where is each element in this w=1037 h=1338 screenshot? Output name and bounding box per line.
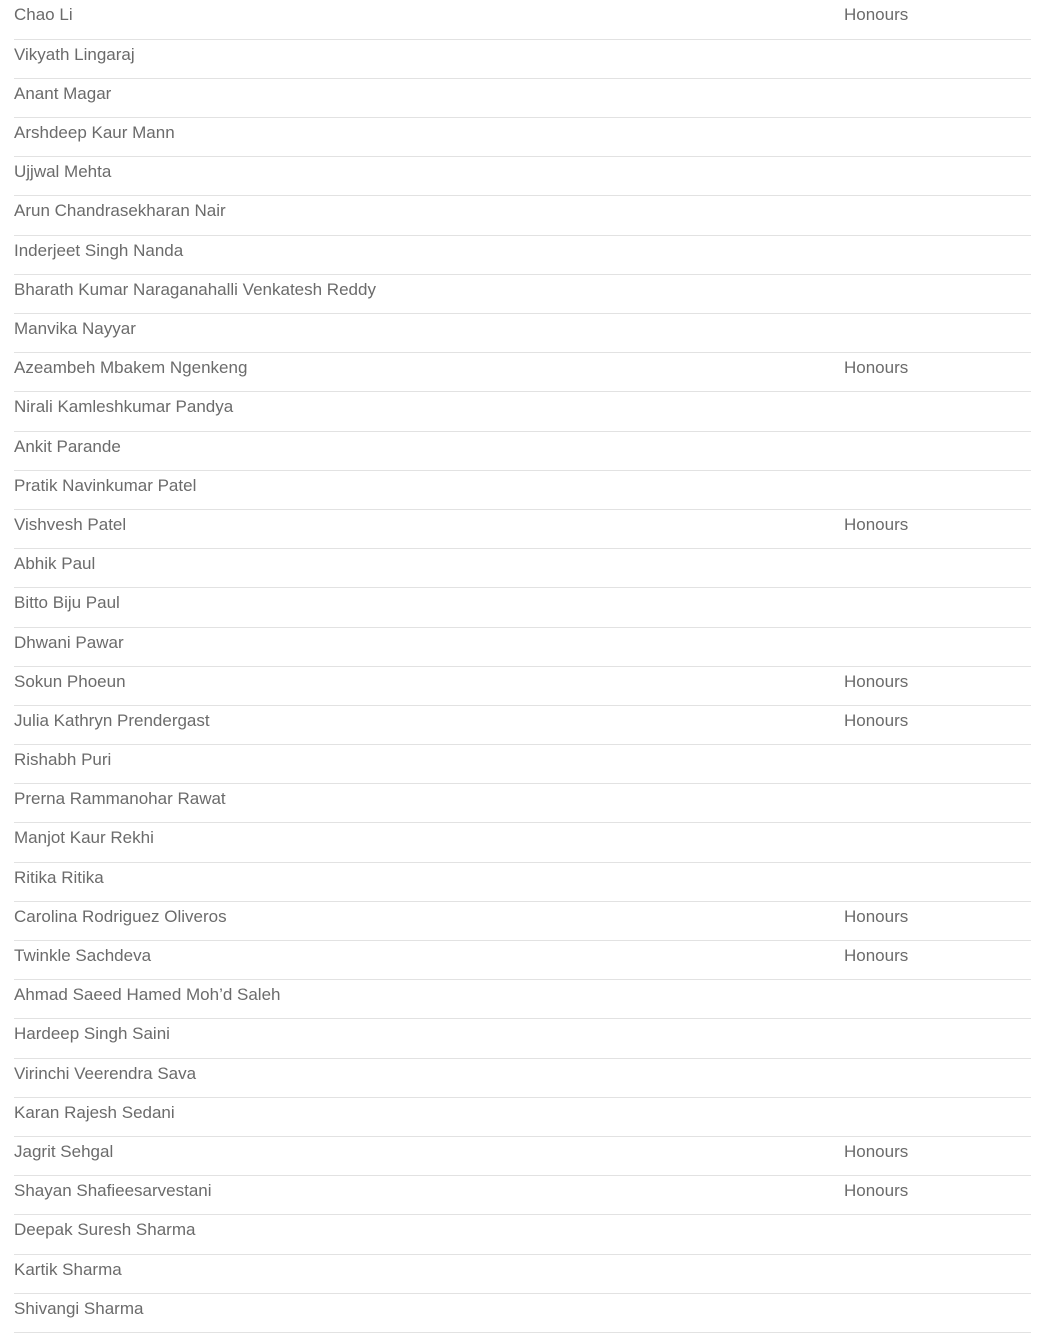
graduate-distinction: Honours bbox=[844, 941, 1031, 980]
graduate-distinction bbox=[844, 823, 1031, 862]
graduate-row bbox=[14, 509, 1031, 548]
graduate-name: Bharath Kumar Naraganahalli Venkatesh Reddy bbox=[14, 274, 844, 313]
graduate-name: Prerna Rammanohar Rawat bbox=[14, 784, 844, 823]
graduate-name: Ankit Parande bbox=[14, 431, 844, 470]
graduate-distinction bbox=[844, 78, 1031, 117]
graduate-distinction: Honours bbox=[844, 901, 1031, 940]
graduate-list-table bbox=[14, 0, 1031, 1333]
graduate-distinction bbox=[844, 314, 1031, 353]
graduate-row bbox=[14, 78, 1031, 117]
graduate-distinction: Honours bbox=[844, 705, 1031, 744]
graduate-name: Jagrit Sehgal bbox=[14, 1136, 844, 1175]
graduate-name: Abhik Paul bbox=[14, 549, 844, 588]
graduate-row bbox=[14, 274, 1031, 313]
graduate-row bbox=[14, 392, 1031, 431]
graduate-row bbox=[14, 196, 1031, 235]
graduate-name: Ujjwal Mehta bbox=[14, 157, 844, 196]
graduate-distinction bbox=[844, 980, 1031, 1019]
graduate-distinction bbox=[844, 1058, 1031, 1097]
graduate-distinction bbox=[844, 1293, 1031, 1332]
graduate-row bbox=[14, 941, 1031, 980]
graduate-row bbox=[14, 1176, 1031, 1215]
graduate-row bbox=[14, 1019, 1031, 1058]
graduate-distinction bbox=[844, 235, 1031, 274]
graduate-distinction bbox=[844, 196, 1031, 235]
graduate-distinction bbox=[844, 431, 1031, 470]
graduate-row bbox=[14, 784, 1031, 823]
graduate-row bbox=[14, 1215, 1031, 1254]
graduate-row bbox=[14, 1136, 1031, 1175]
graduate-distinction bbox=[844, 1254, 1031, 1293]
graduate-row bbox=[14, 705, 1031, 744]
graduate-distinction bbox=[844, 784, 1031, 823]
graduate-row bbox=[14, 862, 1031, 901]
graduate-row bbox=[14, 588, 1031, 627]
graduate-name: Kartik Sharma bbox=[14, 1254, 844, 1293]
graduate-row bbox=[14, 470, 1031, 509]
graduate-distinction: Honours bbox=[844, 1136, 1031, 1175]
graduate-name: Vishvesh Patel bbox=[14, 509, 844, 548]
graduate-name: Vikyath Lingaraj bbox=[14, 39, 844, 78]
graduate-distinction bbox=[844, 274, 1031, 313]
graduate-row bbox=[14, 666, 1031, 705]
graduate-distinction bbox=[844, 588, 1031, 627]
graduate-distinction bbox=[844, 1097, 1031, 1136]
graduate-distinction bbox=[844, 745, 1031, 784]
graduate-row bbox=[14, 901, 1031, 940]
graduate-name: Chao Li bbox=[14, 0, 844, 39]
graduate-name: Julia Kathryn Prendergast bbox=[14, 705, 844, 744]
graduate-row bbox=[14, 235, 1031, 274]
graduate-distinction: Honours bbox=[844, 509, 1031, 548]
graduate-row bbox=[14, 353, 1031, 392]
graduate-row bbox=[14, 1058, 1031, 1097]
graduate-name: Inderjeet Singh Nanda bbox=[14, 235, 844, 274]
graduate-distinction bbox=[844, 627, 1031, 666]
graduate-row bbox=[14, 118, 1031, 157]
graduate-name: Rishabh Puri bbox=[14, 745, 844, 784]
graduate-distinction bbox=[844, 1215, 1031, 1254]
graduate-name: Dhwani Pawar bbox=[14, 627, 844, 666]
graduate-name: Ritika Ritika bbox=[14, 862, 844, 901]
graduate-name: Sokun Phoeun bbox=[14, 666, 844, 705]
graduate-distinction bbox=[844, 470, 1031, 509]
graduate-row bbox=[14, 0, 1031, 39]
graduate-distinction bbox=[844, 157, 1031, 196]
graduate-distinction: Honours bbox=[844, 666, 1031, 705]
graduate-row bbox=[14, 1097, 1031, 1136]
graduate-row bbox=[14, 314, 1031, 353]
graduate-row bbox=[14, 980, 1031, 1019]
graduate-name: Pratik Navinkumar Patel bbox=[14, 470, 844, 509]
graduate-row bbox=[14, 1293, 1031, 1332]
graduate-distinction bbox=[844, 392, 1031, 431]
graduate-row bbox=[14, 431, 1031, 470]
graduate-row bbox=[14, 745, 1031, 784]
graduate-distinction bbox=[844, 118, 1031, 157]
graduate-distinction: Honours bbox=[844, 353, 1031, 392]
graduate-row bbox=[14, 157, 1031, 196]
graduate-name: Manjot Kaur Rekhi bbox=[14, 823, 844, 862]
graduate-name: Arun Chandrasekharan Nair bbox=[14, 196, 844, 235]
graduate-name: Ahmad Saeed Hamed Moh’d Saleh bbox=[14, 980, 844, 1019]
graduate-name: Hardeep Singh Saini bbox=[14, 1019, 844, 1058]
graduate-name: Nirali Kamleshkumar Pandya bbox=[14, 392, 844, 431]
graduate-distinction bbox=[844, 39, 1031, 78]
graduate-row bbox=[14, 1254, 1031, 1293]
graduate-name: Arshdeep Kaur Mann bbox=[14, 118, 844, 157]
graduate-distinction bbox=[844, 1019, 1031, 1058]
graduate-distinction bbox=[844, 862, 1031, 901]
graduate-name: Manvika Nayyar bbox=[14, 314, 844, 353]
graduate-row bbox=[14, 39, 1031, 78]
graduate-name: Bitto Biju Paul bbox=[14, 588, 844, 627]
graduate-row bbox=[14, 627, 1031, 666]
graduate-name: Azeambeh Mbakem Ngenkeng bbox=[14, 353, 844, 392]
graduate-list-body bbox=[14, 0, 1031, 1332]
graduate-distinction: Honours bbox=[844, 1176, 1031, 1215]
graduate-name: Deepak Suresh Sharma bbox=[14, 1215, 844, 1254]
graduate-name: Shivangi Sharma bbox=[14, 1293, 844, 1332]
graduate-row bbox=[14, 823, 1031, 862]
graduate-distinction bbox=[844, 549, 1031, 588]
graduate-name: Anant Magar bbox=[14, 78, 844, 117]
graduate-name: Karan Rajesh Sedani bbox=[14, 1097, 844, 1136]
graduate-name: Shayan Shafieesarvestani bbox=[14, 1176, 844, 1215]
graduate-name: Twinkle Sachdeva bbox=[14, 941, 844, 980]
graduate-row bbox=[14, 549, 1031, 588]
graduate-name: Carolina Rodriguez Oliveros bbox=[14, 901, 844, 940]
graduate-distinction: Honours bbox=[844, 0, 1031, 39]
graduate-name: Virinchi Veerendra Sava bbox=[14, 1058, 844, 1097]
